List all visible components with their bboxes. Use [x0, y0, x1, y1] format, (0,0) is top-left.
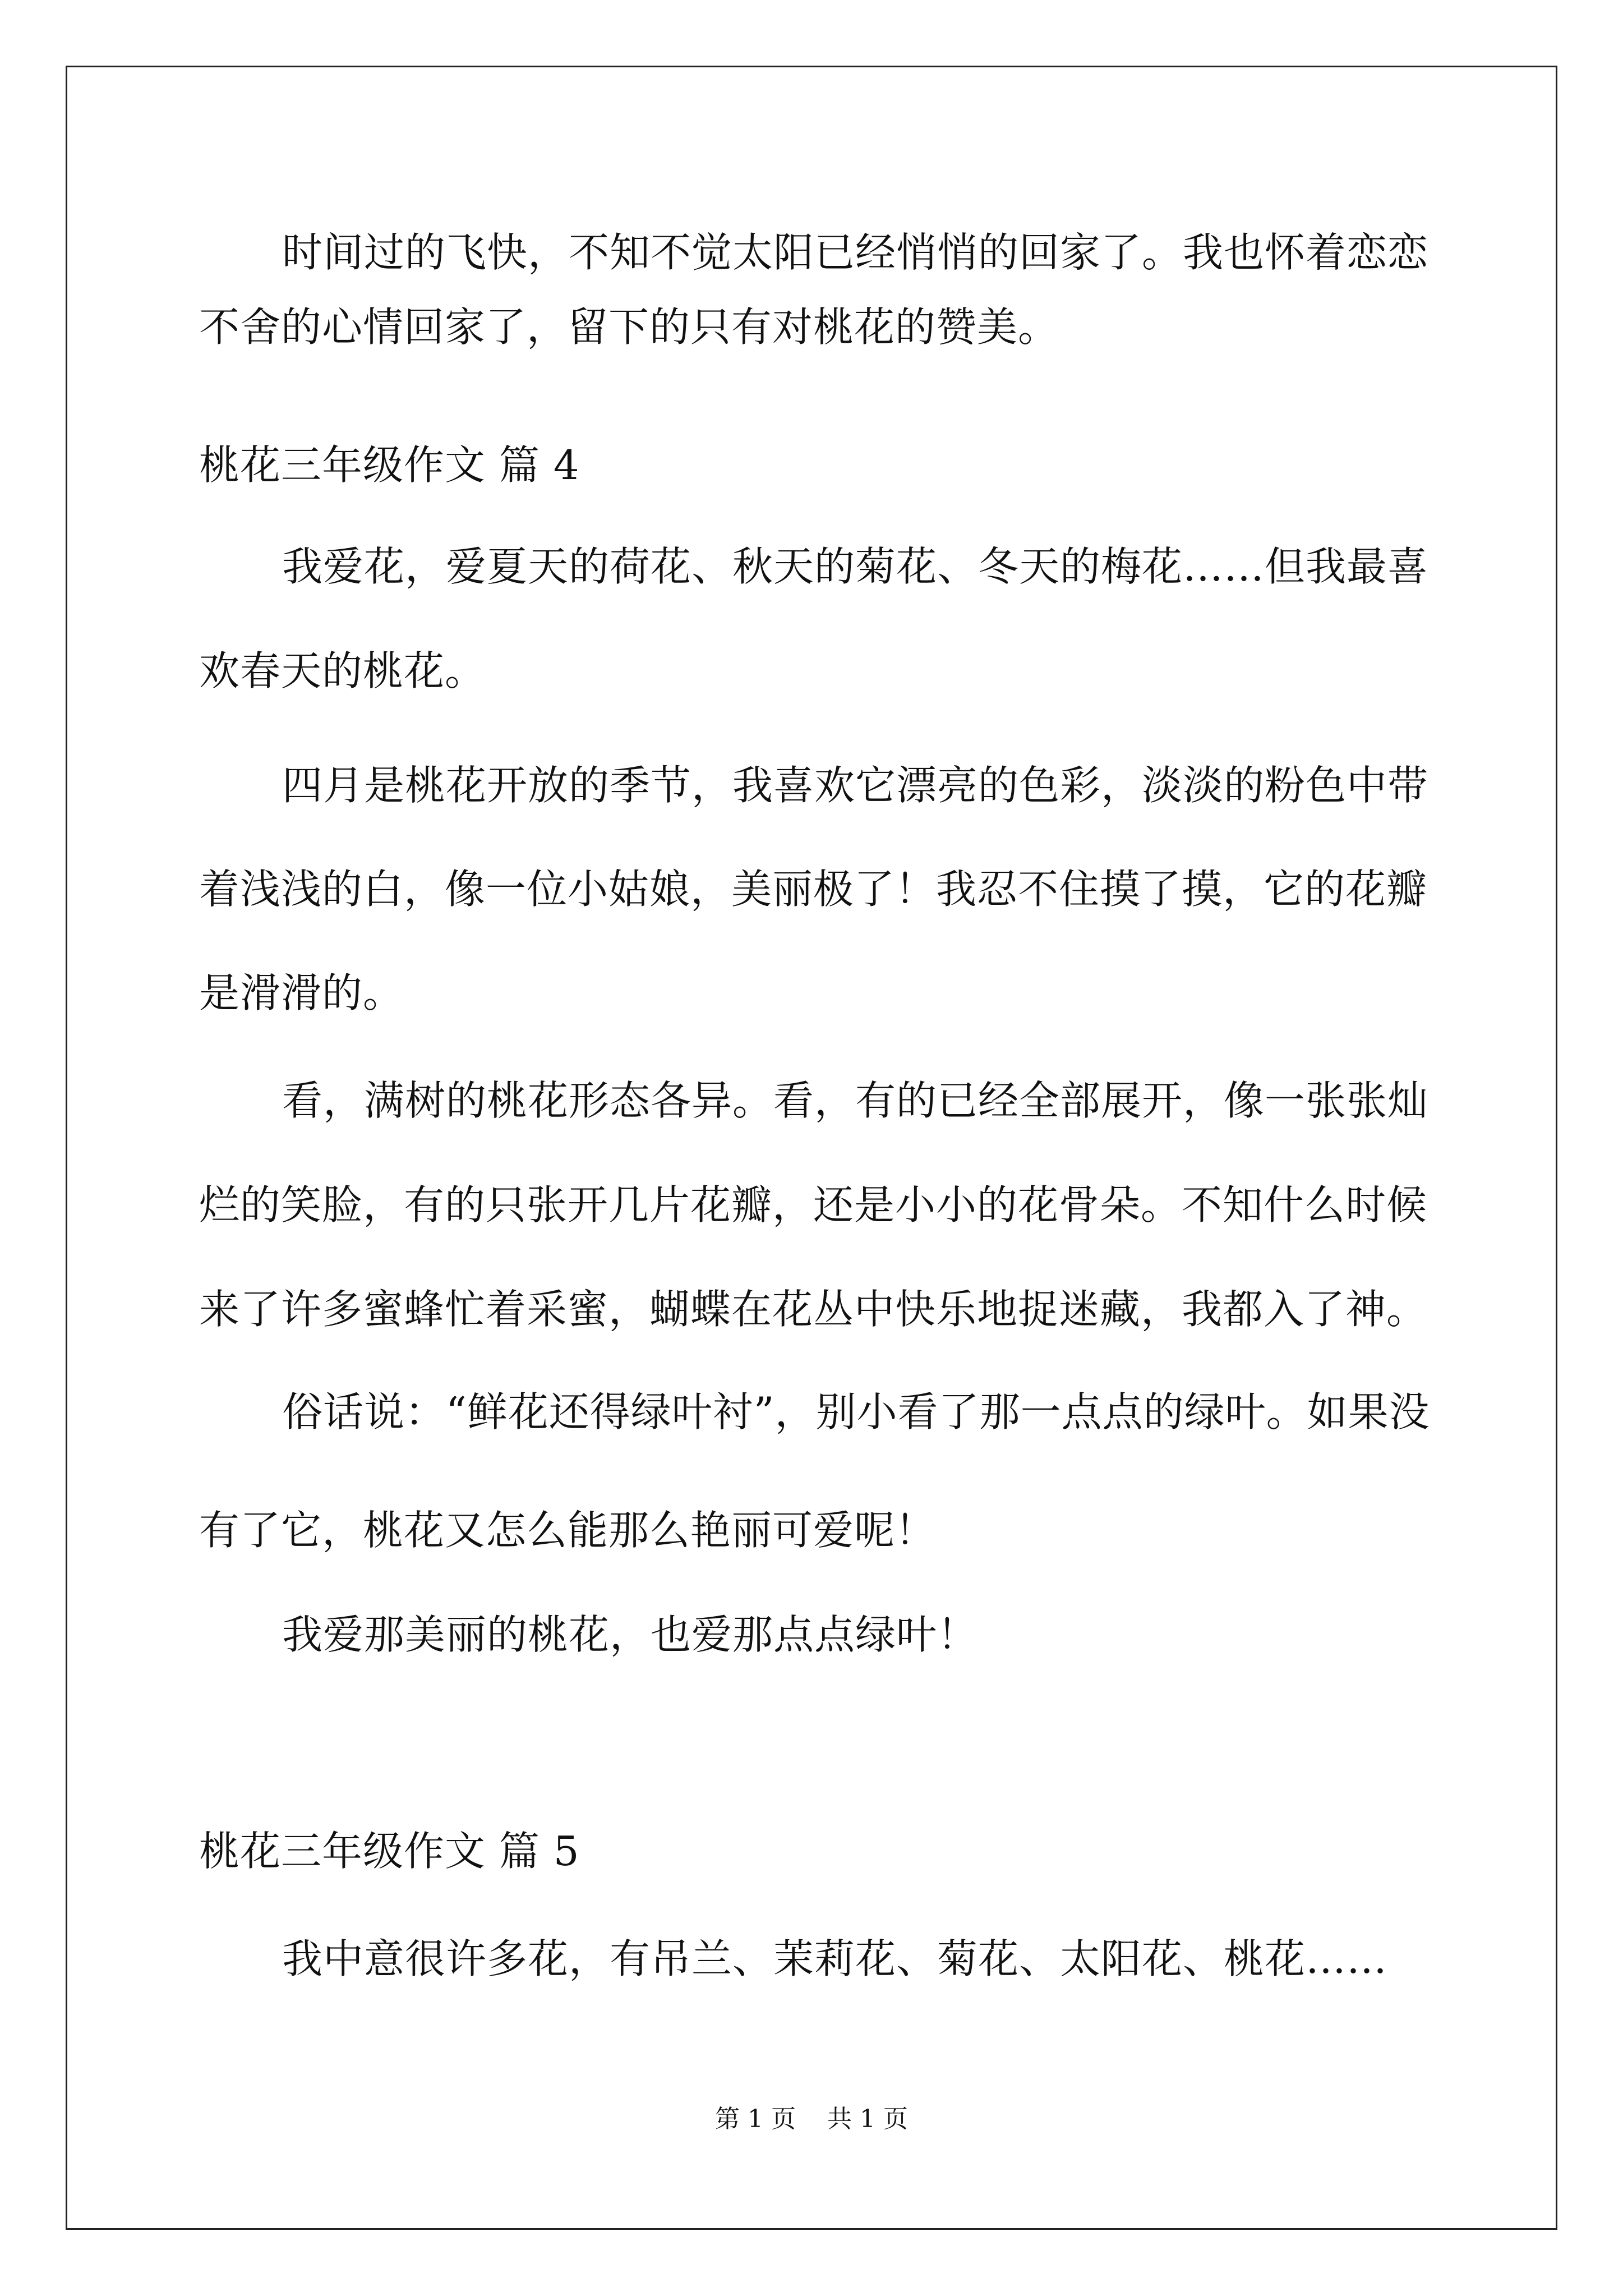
- section-heading: 桃花三年级作文 篇 4: [199, 441, 580, 489]
- page-footer: 第 1 页 共 1 页: [715, 2105, 908, 2133]
- paragraph-line: 我中意很许多花，有吊兰、茉莉花、菊花、太阳花、桃花……: [282, 1935, 1388, 1982]
- paragraph-line: 是滑滑的。: [199, 969, 404, 1016]
- paragraph-line: 不舍的心情回家了，留下的只有对桃花的赞美。: [199, 303, 1059, 351]
- paragraph-line: 我爱花，爱夏天的荷花、秋天的菊花、冬天的梅花……但我最喜: [282, 543, 1429, 590]
- paragraph-line: 欢春天的桃花。: [199, 647, 486, 694]
- paragraph-line: 时间过的飞快，不知不觉太阳已经悄悄的回家了。我也怀着恋恋: [282, 229, 1429, 276]
- paragraph-line: 看，满树的桃花形态各异。看，有的已经全部展开，像一张张灿: [282, 1077, 1429, 1124]
- paragraph-line: 烂的笑脸，有的只张开几片花瓣，还是小小的花骨朵。不知什么时候: [199, 1181, 1428, 1228]
- page-border: [66, 66, 1557, 2230]
- paragraph-line: 来了许多蜜蜂忙着采蜜，蝴蝶在花丛中快乐地捉迷藏，我都入了神。: [199, 1286, 1428, 1333]
- paragraph-line: 有了它，桃花又怎么能那么艳丽可爱呢！: [199, 1507, 937, 1554]
- paragraph-line: 四月是桃花开放的季节，我喜欢它漂亮的色彩，淡淡的粉色中带: [282, 762, 1429, 809]
- paragraph-line: 我爱那美丽的桃花，也爱那点点绿叶！: [282, 1611, 979, 1658]
- paragraph-line: 着浅浅的白，像一位小姑娘，美丽极了！我忍不住摸了摸，它的花瓣: [199, 866, 1428, 913]
- section-heading: 桃花三年级作文 篇 5: [199, 1828, 580, 1875]
- paragraph-line: 俗话说：“鲜花还得绿叶衬”，别小看了那一点点的绿叶。如果没: [282, 1388, 1430, 1435]
